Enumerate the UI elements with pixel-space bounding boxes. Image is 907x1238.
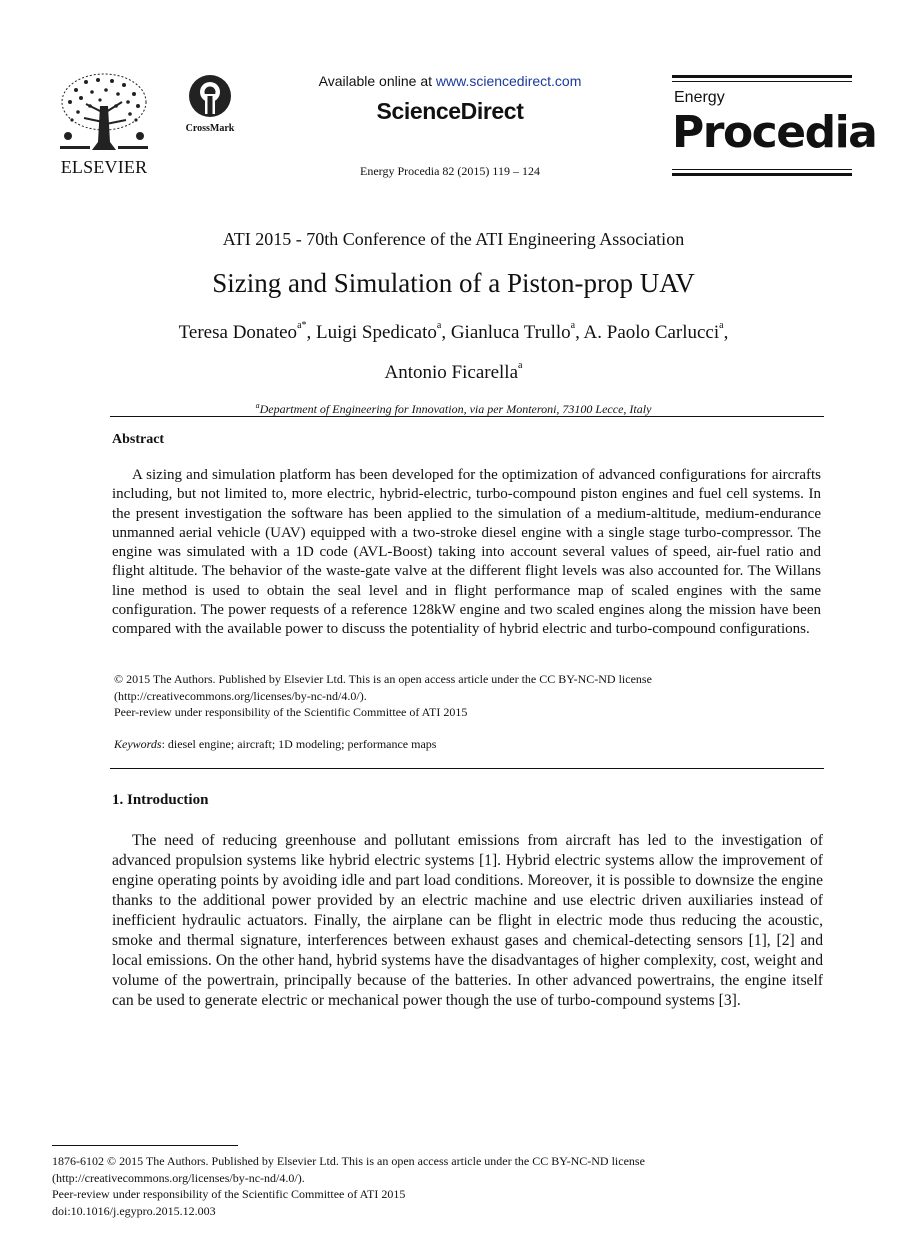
crossmark-icon xyxy=(188,74,232,118)
journal-reference: Energy Procedia 82 (2015) 119 – 124 xyxy=(360,164,540,178)
author-affiliation-mark: a xyxy=(436,320,442,331)
author-affiliation-mark: a xyxy=(518,360,523,371)
footnote-rule xyxy=(52,1145,238,1146)
author-affiliation-mark: a* xyxy=(297,320,307,331)
divider-middle xyxy=(110,768,824,769)
publisher-name: ELSEVIER xyxy=(60,157,148,177)
author-list-line-1 xyxy=(0,322,907,344)
author-affiliation-mark: a xyxy=(570,320,576,331)
logo-rule-top-thick xyxy=(672,75,852,78)
author-name: Antonio Ficarella xyxy=(384,362,519,383)
affiliation xyxy=(0,401,907,417)
section-heading-introduction: 1. Introduction xyxy=(112,792,209,808)
introduction-text: The need of reducing greenhouse and pollutant emissions from aircraft has led to the investigation of advanced propulsion systems like hybrid electric systems [1]. Hybrid electric systems allow the improvement of engine operating points by avoiding idle and part load conditions. Moreover, it is possible to downsize the engine thanks to the additional power provided by an electric machine and use electric driven auxiliaries instead of inefficient hydraulic actuators. Finally, the airplane can be flight in electric mode thus reducing the acoustic, smoke and thermal signature, interferences between exhaust gases and chemical-detecting sensors [1], [2] and local emissions. On the other hand, hybrid systems have the disadvantages of higher complexity, cost, weight and volume of the powertrain, principally because of the batteries. In other advanced powertrains, the engine itself can be used to generate electric or mechanical power though the use of turbo-compound systems [3]. xyxy=(112,832,823,1009)
conference-name: ATI 2015 - 70th Conference of the ATI Engineering Association xyxy=(222,229,685,249)
author-separator: , xyxy=(723,322,729,343)
logo-rule-bottom-thin xyxy=(672,169,852,170)
logo-rule-top-thin xyxy=(672,81,852,82)
available-prefix: Available online at xyxy=(318,73,436,89)
copyright-line: © 2015 The Authors. Published by Elsevier Ltd. This is an open access article under the CC BY-NC-ND license xyxy=(114,672,652,686)
keywords-list: : diesel engine; aircraft; 1D modeling; performance maps xyxy=(161,737,437,751)
copyright-notice xyxy=(114,671,814,721)
elsevier-logo xyxy=(52,72,152,180)
abstract-text: A sizing and simulation platform has been developed for the optimization of advanced configurations for aircrafts including, but not limited to, more electric, hybrid-electric, turbo-compound piston engines and fuel cell systems. In the present investigation the software has been applied to the simulation of a medium-altitude, medium-endurance unmanned aerial vehicle (UAV) equipped with a two-stroke diesel engine with a single stage turbo-compressor. The engine was simulated with a 1D code (AVL-Boost) taking into account several values of speed, air-fuel ratio and flight altitude. The behavior of the waste-gate valve at the different flight levels was also accounted for. The Willans line method is used to obtain the seal level and in flight performance map of scaled engines with the same configuration. The power requests of a reference 128kW engine and two scaled engines along the mission have been compared with the available power to discuss the potentiality of hybrid electric and turbo-compound configurations. xyxy=(112,467,821,638)
footer-doi[interactable]: doi:10.1016/j.egypro.2015.12.003 xyxy=(52,1203,216,1218)
footer-peer-review: Peer-review under responsibility of the Scientific Committee of ATI 2015 xyxy=(52,1187,406,1201)
author-separator: , xyxy=(441,322,451,343)
platform-name: ScienceDirect xyxy=(376,98,524,124)
keywords xyxy=(114,737,814,752)
peer-review-line: Peer-review under responsibility of the Scientific Committee of ATI 2015 xyxy=(114,705,468,719)
crossmark-label: CrossMark xyxy=(185,123,235,134)
author-list-line-2 xyxy=(0,362,907,384)
journal-logo xyxy=(672,75,877,177)
elsevier-tree-icon xyxy=(56,72,152,154)
footer-issn-line: 1876-6102 © 2015 The Authors. Published by Elsevier Ltd. This is an open access article under the CC BY-NC-ND license xyxy=(52,1154,645,1168)
author-name: Gianluca Trullo xyxy=(450,322,571,343)
author-separator: , xyxy=(575,322,584,343)
author-name: Teresa Donateo xyxy=(178,322,298,343)
license-link[interactable]: (http://creativecommons.org/licenses/by-nc-nd/4.0/). xyxy=(114,688,367,703)
abstract-heading: Abstract xyxy=(112,432,165,447)
author-name: Luigi Spedicato xyxy=(316,322,437,343)
affiliation-mark: a xyxy=(255,401,260,410)
crossmark-badge[interactable] xyxy=(180,74,240,136)
author-affiliation-mark: a xyxy=(719,320,724,331)
journal-logo-small: Energy xyxy=(674,89,725,106)
keywords-label: Keywords xyxy=(114,737,162,751)
journal-logo-big: Procedia xyxy=(672,107,877,158)
logo-rule-bottom-thick xyxy=(672,173,852,176)
author-name: A. Paolo Carlucci xyxy=(583,322,720,343)
footer-license-link[interactable]: (http://creativecommons.org/licenses/by-nc-nd/4.0/). xyxy=(52,1170,305,1185)
footer xyxy=(52,1153,812,1219)
divider-top xyxy=(110,416,824,417)
paper-title: Sizing and Simulation of a Piston-prop UAV xyxy=(212,268,695,298)
affiliation-text: Department of Engineering for Innovation, via per Monteroni, 73100 Lecce, Italy xyxy=(259,402,652,416)
author-separator: , xyxy=(306,322,317,343)
available-online xyxy=(250,73,650,89)
sciencedirect-link[interactable]: www.sciencedirect.com xyxy=(435,73,582,89)
